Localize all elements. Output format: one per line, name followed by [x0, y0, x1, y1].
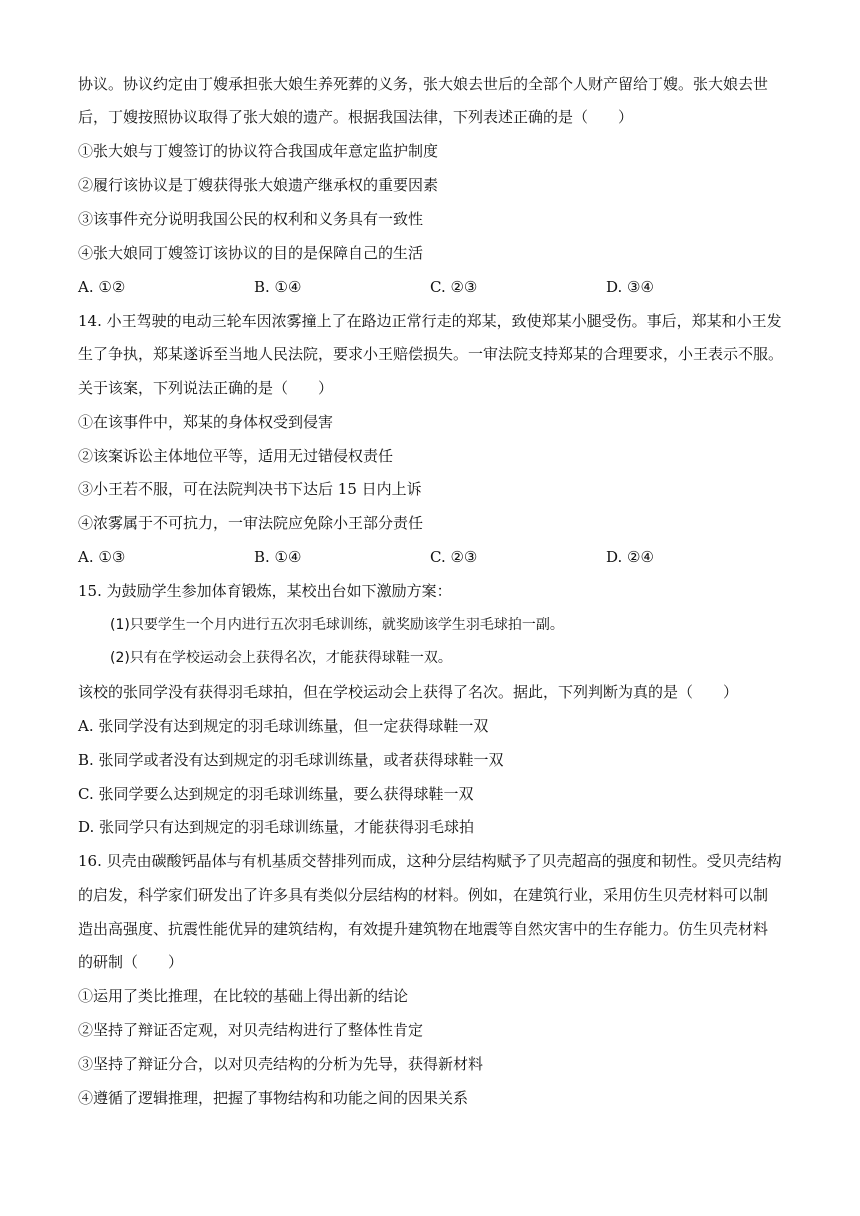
q14-statement: ①在该事件中，郑某的身体权受到侵害	[78, 413, 334, 431]
q16-text-line: 16. 贝壳由碳酸钙晶体与有机基质交替排列而成，这种分层结构赋予了贝壳超高的强度和韧性。受贝壳结构	[78, 852, 782, 870]
q15-rule: (1)只要学生一个月内进行五次羽毛球训练，就奖励该学生羽毛球拍一副。	[110, 617, 564, 633]
q13-option-a: A. ①②	[78, 278, 126, 296]
q14-option-d: D. ②④	[606, 548, 654, 566]
q16-statement: ③坚持了辩证分合，以对贝壳结构的分析为先导，获得新材料	[78, 1055, 484, 1073]
q16-text-line: 的启发，科学家们研发出了许多具有类似分层结构的材料。例如，在建筑行业，采用仿生贝壳材料可以制	[78, 886, 769, 904]
q14-text-line: 关于该案，下列说法正确的是（ ）	[78, 379, 334, 397]
q16-statement: ④遵循了逻辑推理，把握了事物结构和功能之间的因果关系	[78, 1089, 469, 1107]
q14-statement: ③小王若不服，可在法院判决书下达后 15 日内上诉	[78, 480, 422, 498]
q13-text-line: 协议。协议约定由丁嫂承担张大娘生养死葬的义务，张大娘去世后的全部个人财产留给丁嫂。张大娘去世	[78, 75, 769, 93]
q13-statement: ④张大娘同丁嫂签订该协议的目的是保障自己的生活	[78, 244, 424, 262]
q14-option-a: A. ①③	[78, 548, 126, 566]
q16-statement: ②坚持了辩证否定观，对贝壳结构进行了整体性肯定	[78, 1021, 424, 1039]
q16-text-line: 的研制（ ）	[78, 953, 184, 971]
q13-option-c: C. ②③	[430, 278, 478, 296]
q15-option-d: D. 张同学只有达到规定的羽毛球训练量，才能获得羽毛球拍	[78, 818, 475, 836]
q16-statement: ①运用了类比推理，在比较的基础上得出新的结论	[78, 987, 409, 1005]
q15-rule: (2)只有在学校运动会上获得名次，才能获得球鞋一双。	[110, 650, 452, 666]
q13-statement: ③该事件充分说明我国公民的权利和义务具有一致性	[78, 210, 424, 228]
q14-statement: ④浓雾属于不可抗力，一审法院应免除小王部分责任	[78, 514, 424, 532]
q15-option-a: A. 张同学没有达到规定的羽毛球训练量，但一定获得球鞋一双	[78, 717, 489, 735]
q14-option-b: B. ①④	[254, 548, 302, 566]
q13-statement: ②履行该协议是丁嫂获得张大娘遗产继承权的重要因素	[78, 176, 439, 194]
q14-text-line: 14. 小王驾驶的电动三轮车因浓雾撞上了在路边正常行走的郑某，致使郑某小腿受伤。事后，郑某和小王发	[78, 312, 782, 330]
q13-statement: ①张大娘与丁嫂签订的协议符合我国成年意定监护制度	[78, 142, 439, 160]
q14-statement: ②该案诉讼主体地位平等，适用无过错侵权责任	[78, 447, 394, 465]
q15-option-c: C. 张同学要么达到规定的羽毛球训练量，要么获得球鞋一双	[78, 785, 474, 803]
q14-text-line: 生了争执，郑某遂诉至当地人民法院，要求小王赔偿损失。一审法院支持郑某的合理要求，小王表示不服。	[78, 345, 784, 363]
q14-option-c: C. ②③	[430, 548, 478, 566]
q16-text-line: 造出高强度、抗震性能优异的建筑结构，有效提升建筑物在地震等自然灾害中的生存能力。仿生贝壳材料	[78, 920, 769, 938]
q13-text-line: 后，丁嫂按照协议取得了张大娘的遗产。根据我国法律，下列表述正确的是（ ）	[78, 108, 634, 126]
q15-intro: 15. 为鼓励学生参加体育锻炼，某校出台如下激励方案：	[78, 582, 452, 600]
q13-option-d: D. ③④	[606, 278, 654, 296]
q13-option-b: B. ①④	[254, 278, 302, 296]
q15-question: 该校的张同学没有获得羽毛球拍，但在学校运动会上获得了名次。据此，下列判断为真的是（ ）	[78, 683, 739, 701]
q15-option-b: B. 张同学或者没有达到规定的羽毛球训练量，或者获得球鞋一双	[78, 751, 504, 769]
